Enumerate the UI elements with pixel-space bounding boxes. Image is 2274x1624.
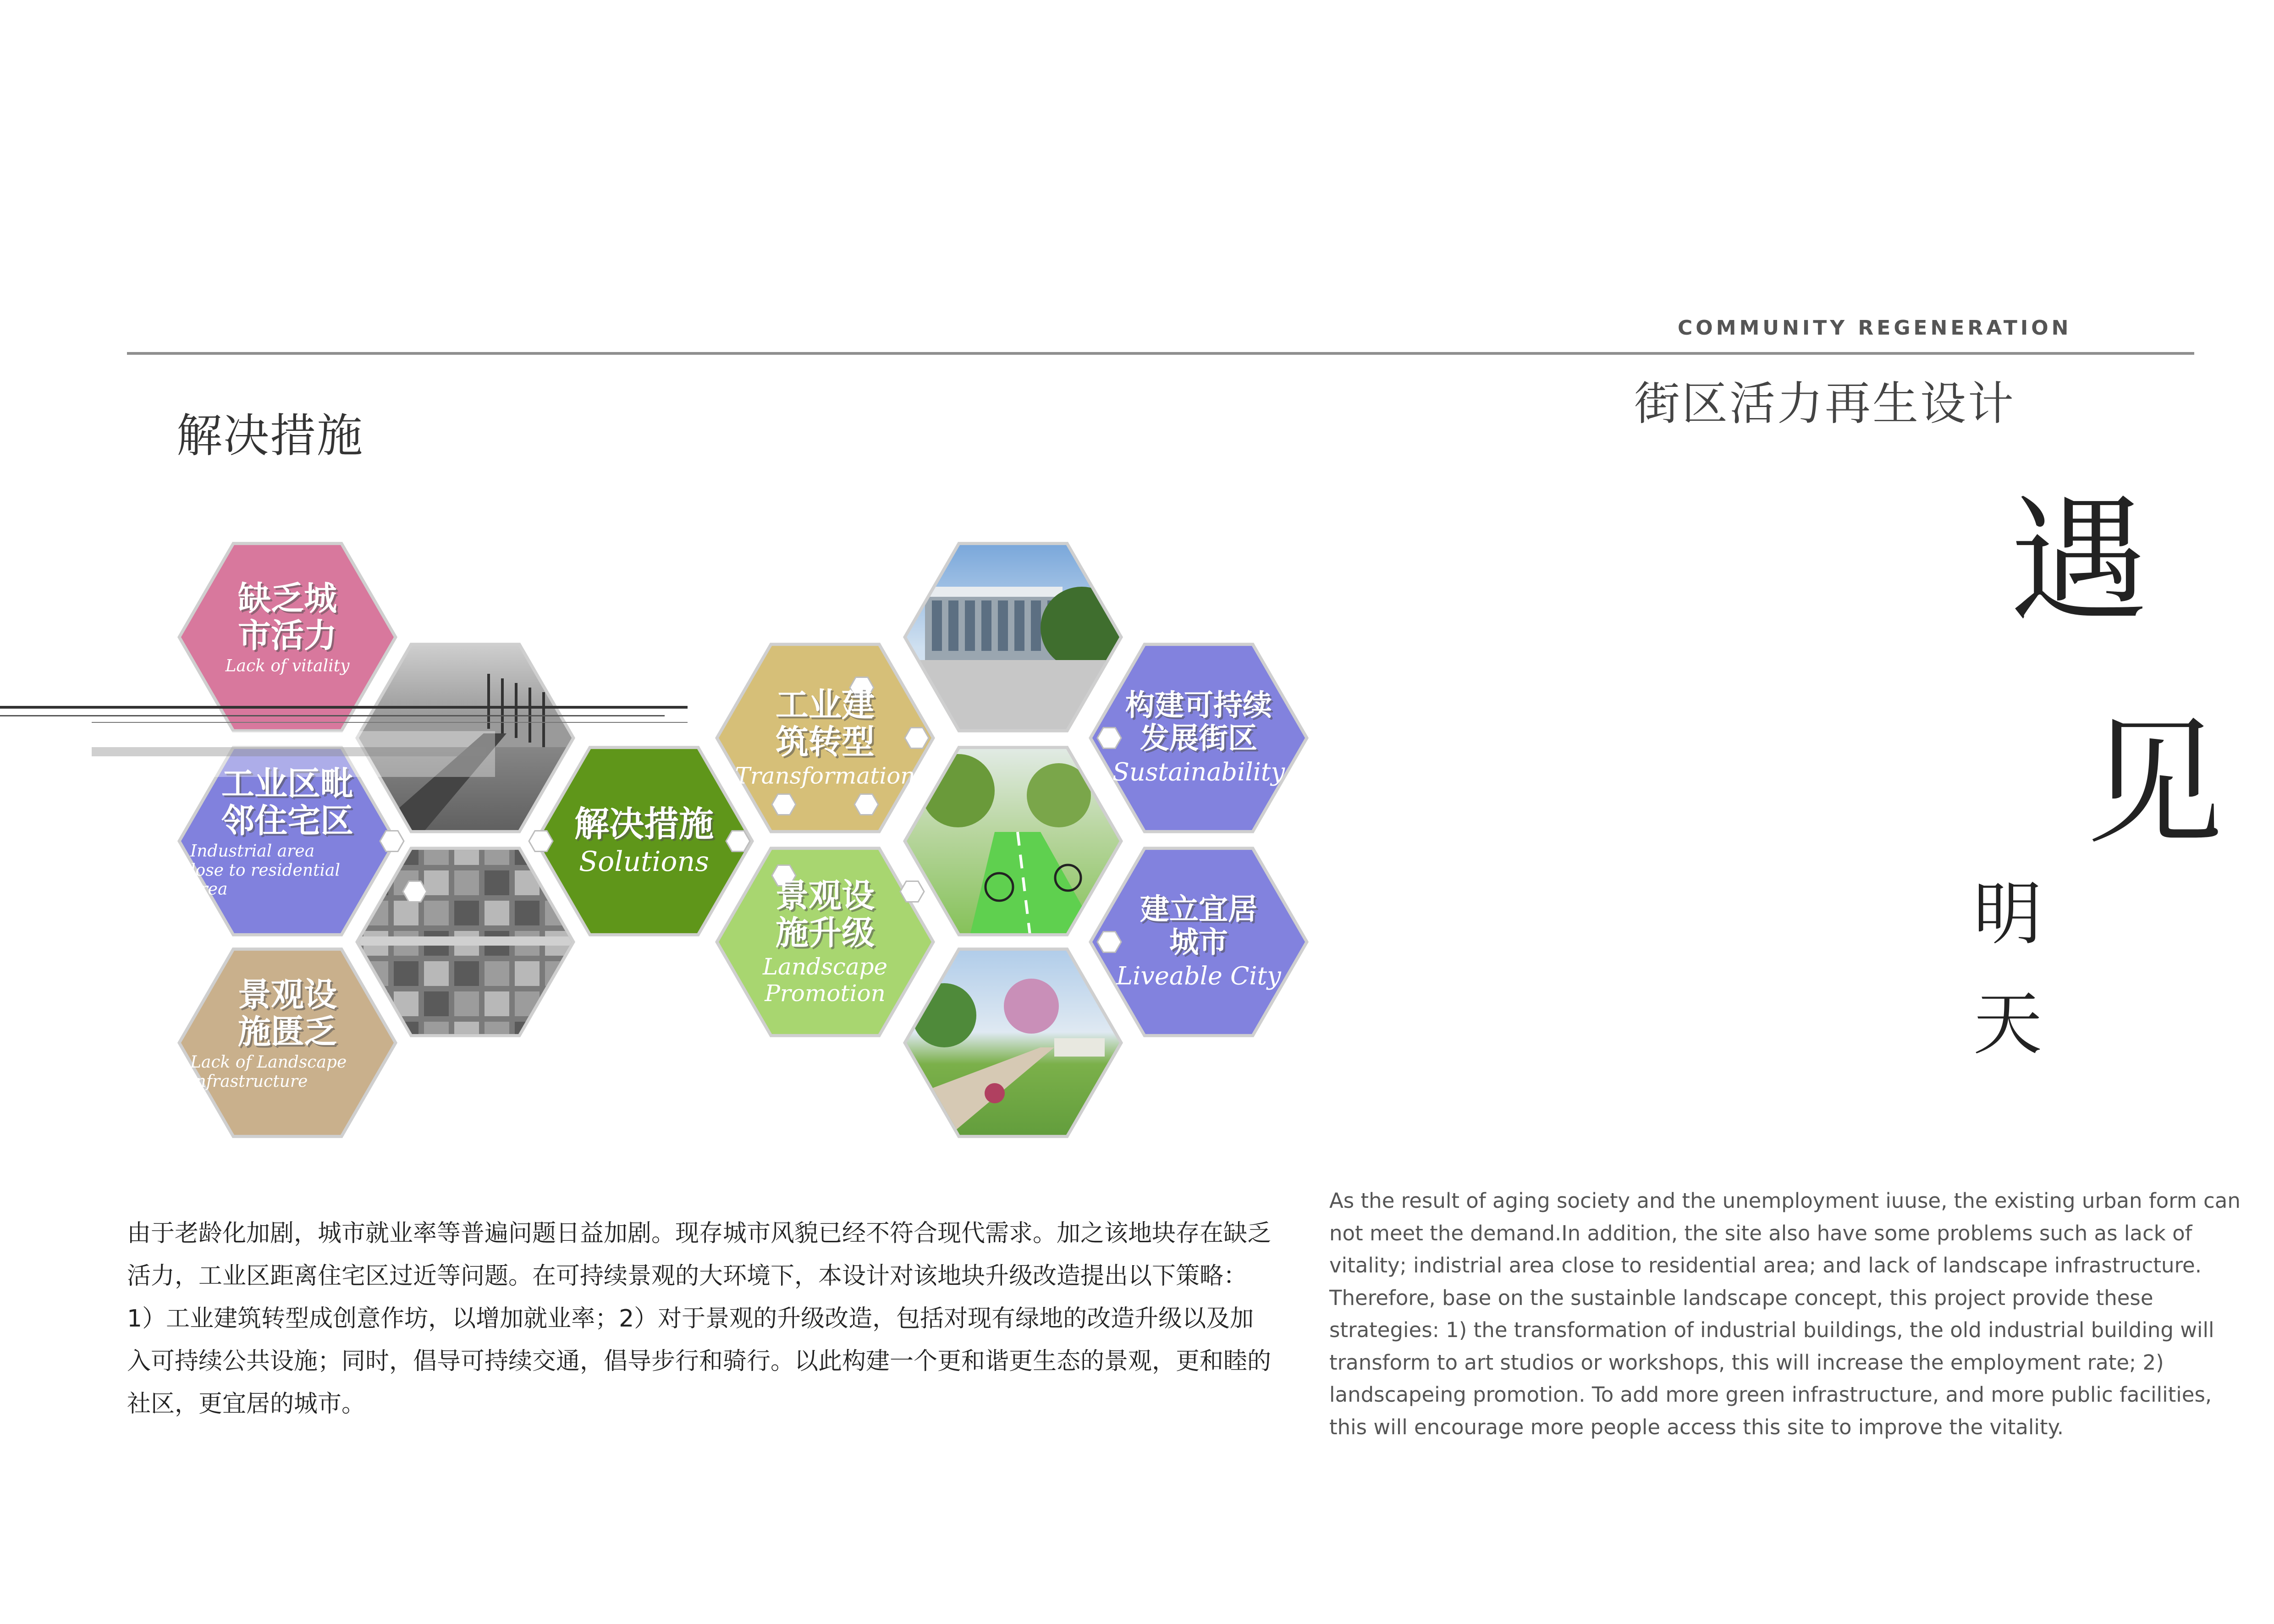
solutions-label-en: Solutions bbox=[579, 846, 709, 878]
problem-label-2-en: Industrial area lose to residential area bbox=[190, 842, 340, 899]
strategy-label-2 bbox=[728, 877, 922, 1007]
goal-label-2 bbox=[1101, 893, 1296, 990]
solutions-label bbox=[547, 804, 741, 878]
problem-label-3-cn: 景观设 施匮乏 bbox=[237, 975, 337, 1051]
problem-label-2-cn: 工业区毗 邻住宅区 bbox=[221, 764, 353, 840]
problem-label-3-en: Lack of Landscape infrastructure bbox=[190, 1053, 347, 1091]
description-en: As the result of aging society and the unemployment iuuse, the existing urban form can not meet the demand.In addition, the site also have some problems such as lack of vitality; indistrial area close to residential area; and lack of landscape infrastructure. Therefore, base on the sustainble landscape concept, this project provide these strategies: 1) the transformation of industrial buildings, the old industrial building will transform to art studios or workshops, this will increase the employment rate; 2) landscapeing promotion. To add more green infrastructure, and more public facilities, this will encourage more people access this site to improve the vitality. bbox=[1329, 1189, 2241, 1439]
slogan-char-4: 天 bbox=[1973, 985, 2043, 1064]
industrial-building-photo bbox=[903, 531, 1123, 752]
strategy-label-2-cn: 景观设 施升级 bbox=[775, 876, 875, 952]
park-photo bbox=[903, 936, 1123, 1149]
page-title: 街区活力再生设计 bbox=[1634, 377, 2015, 430]
bike-lane-photo bbox=[903, 735, 1123, 947]
connector-hex bbox=[854, 794, 878, 815]
description-cn: 由于老龄化加剧，城市就业率等普遍问题日益加剧。现存城市风貌已经不符合现代需求。加之该地块存在缺乏活力，工业区距离住宅区过近等问题。在可持续景观的大环境下，本设计对该地块升级改造提出以下策略：1）工业建筑转型成创意作坊，以增加就业率；2）对于景观的升级改造，包括对现有绿地的改造升级以及加入可持续公共设施；同时，倡导可持续交通，倡导步行和骑行。以此构建一个更和谐更生态的景观，更和睦的社区，更宜居的城市。 bbox=[127, 1220, 1272, 1418]
street-photo bbox=[355, 632, 575, 844]
connector-hex bbox=[403, 881, 427, 902]
problem-label-3 bbox=[190, 976, 385, 1091]
section-title: 解决措施 bbox=[176, 409, 363, 462]
connector-hex bbox=[772, 794, 796, 815]
strategy-label-1-en: Transformation bbox=[735, 762, 915, 789]
problem-label-1-en: Lack of vitality bbox=[225, 656, 350, 676]
goal-label-2-cn: 建立宜居 城市 bbox=[1140, 892, 1257, 959]
problem-label-1-cn: 缺乏城 市活力 bbox=[237, 579, 337, 655]
slogan-char-2: 见 bbox=[2086, 704, 2223, 864]
strategy-label-1-cn: 工业建 筑转型 bbox=[775, 685, 875, 761]
problem-label-2 bbox=[190, 765, 385, 898]
goal-label-1 bbox=[1101, 689, 1296, 786]
aerial-photo bbox=[355, 836, 575, 1048]
strategy-label-1 bbox=[728, 687, 922, 790]
goal-label-1-en: Sustainability bbox=[1112, 757, 1285, 787]
strategy-label-2-en: Landscape Promotion bbox=[762, 953, 888, 1007]
solutions-label-cn: 解决措施 bbox=[574, 803, 714, 844]
slogan-char-1: 遇 bbox=[2010, 481, 2147, 641]
problem-label-1 bbox=[190, 580, 385, 676]
goal-label-1-cn: 构建可持续 发展街区 bbox=[1125, 688, 1272, 755]
brand-label: COMMUNITY REGENERATION bbox=[1678, 316, 2072, 340]
goal-label-2-en: Liveable City bbox=[1116, 961, 1281, 991]
slogan-char-3: 明 bbox=[1973, 875, 2043, 954]
